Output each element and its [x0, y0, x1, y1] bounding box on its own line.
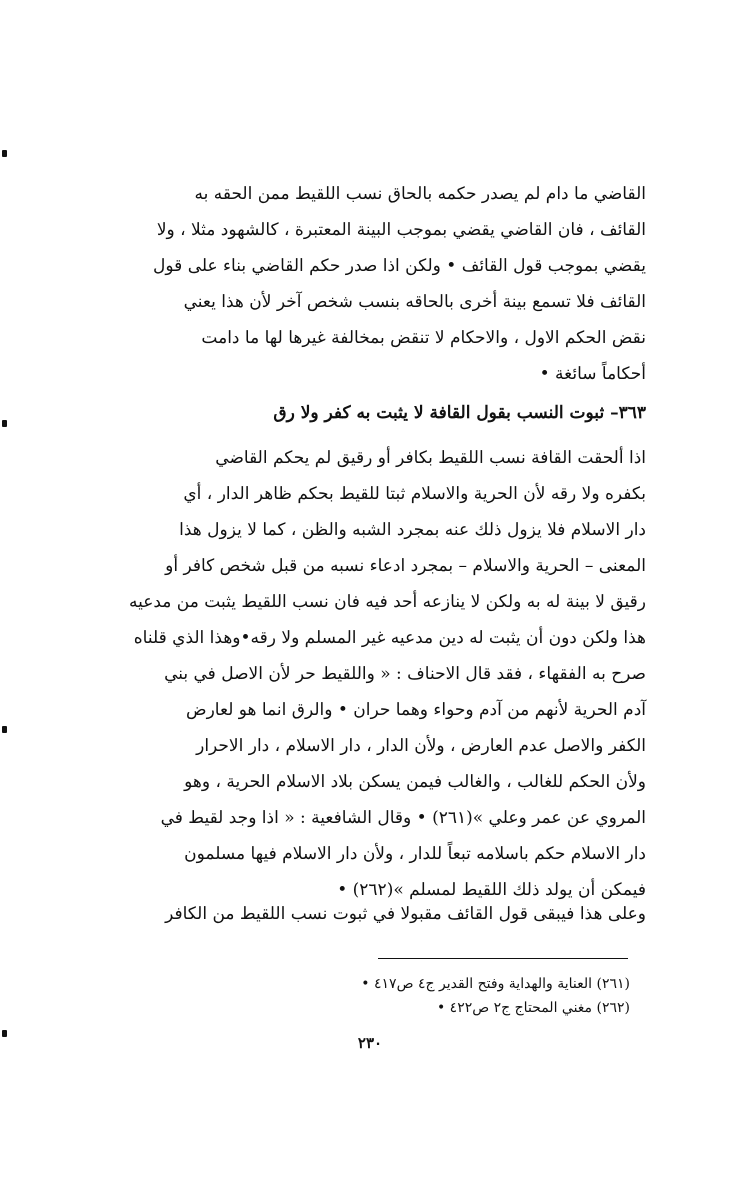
margin-mark [2, 1030, 7, 1037]
text-line: المروي عن عمر وعلي »(٢٦١) • وقال الشافعية : « اذا وجد لقيط في [160, 808, 646, 828]
text-line: آدم الحرية لأنهم من آدم وحواء وهما حران • والرق انما هو لعارض [186, 700, 646, 720]
paragraph-1 [153, 176, 646, 392]
text-line: أحكاماً سائغة • [539, 364, 646, 384]
text-line: اذا ألحقت القافة نسب اللقيط بكافر أو رقيق لم يحكم القاضي [215, 448, 646, 468]
margin-mark [2, 150, 7, 157]
text-line: نقض الحكم الاول ، والاحكام لا تنقض بمخالفة غيرها لها ما دامت [201, 328, 646, 348]
text-line: رقيق لا بينة له به ولكن لا ينازعه أحد فيه فان نسب اللقيط يثبت من مدعيه [128, 592, 646, 612]
margin-mark [2, 420, 7, 427]
text-line: دار الاسلام حكم باسلامه تبعاً للدار ، ولأن دار الاسلام فيها مسلمون [184, 844, 646, 864]
footnote-rule [378, 958, 628, 959]
margin-mark [2, 726, 7, 733]
footnote-262: (٢٦٢) مغني المحتاج ج٢ ص٤٢٢ • [436, 1000, 630, 1016]
text-line: القاضي ما دام لم يصدر حكمه بالحاق نسب اللقيط ممن الحقه به [194, 184, 646, 204]
text-line: دار الاسلام فلا يزول ذلك عنه بمجرد الشبه والظن ، كما لا يزول هذا [179, 520, 646, 540]
text-line: يقضي بموجب قول القائف • ولكن اذا صدر حكم القاضي بناء على قول [153, 256, 646, 276]
text-line: هذا ولكن دون أن يثبت له دين مدعيه غير المسلم ولا رقه•وهذا الذي قلناه [133, 628, 646, 648]
text-line: فيمكن أن يولد ذلك اللقيط لمسلم »(٢٦٢) • [337, 880, 646, 900]
text-line: الكفر والاصل عدم العارض ، ولأن الدار ، دار الاسلام ، دار الاحرار [196, 736, 646, 756]
text-line: وعلى هذا فيبقى قول القائف مقبولا في ثبوت نسب اللقيط من الكافر [165, 904, 646, 924]
text-line: القائف ، فان القاضي يقضي بموجب البينة المعتبرة ، كالشهود مثلا ، ولا [156, 220, 646, 240]
text-line: صرح به الفقهاء ، فقد قال الاحناف : « واللقيط حر لأن الاصل في بني [164, 664, 646, 684]
paragraph-2 [128, 440, 646, 908]
text-line: بكفره ولا رقه لأن الحرية والاسلام ثبتا للقيط بحكم ظاهر الدار ، أي [183, 484, 646, 504]
page-number: ٢٣٠ [357, 1034, 383, 1052]
text-line: القائف فلا تسمع بينة أخرى بالحاقه بنسب شخص آخر لأن هذا يعني [183, 292, 646, 312]
text-line: المعنى – الحرية والاسلام – بمجرد ادعاء نسبه من قبل شخص كافر أو [165, 556, 646, 576]
section-heading: ٣٦٣– ثبوت النسب بقول القافة لا يثبت به كفر ولا رق [273, 403, 646, 423]
text-line: ولأن الحكم للغالب ، والغالب فيمن يسكن بلاد الاسلام الحرية ، وهو [184, 772, 646, 792]
footnote-261: (٢٦١) العناية والهداية وفتح القدير ج٤ ص٤١٧ • [361, 976, 630, 992]
paragraph-3 [165, 896, 646, 932]
